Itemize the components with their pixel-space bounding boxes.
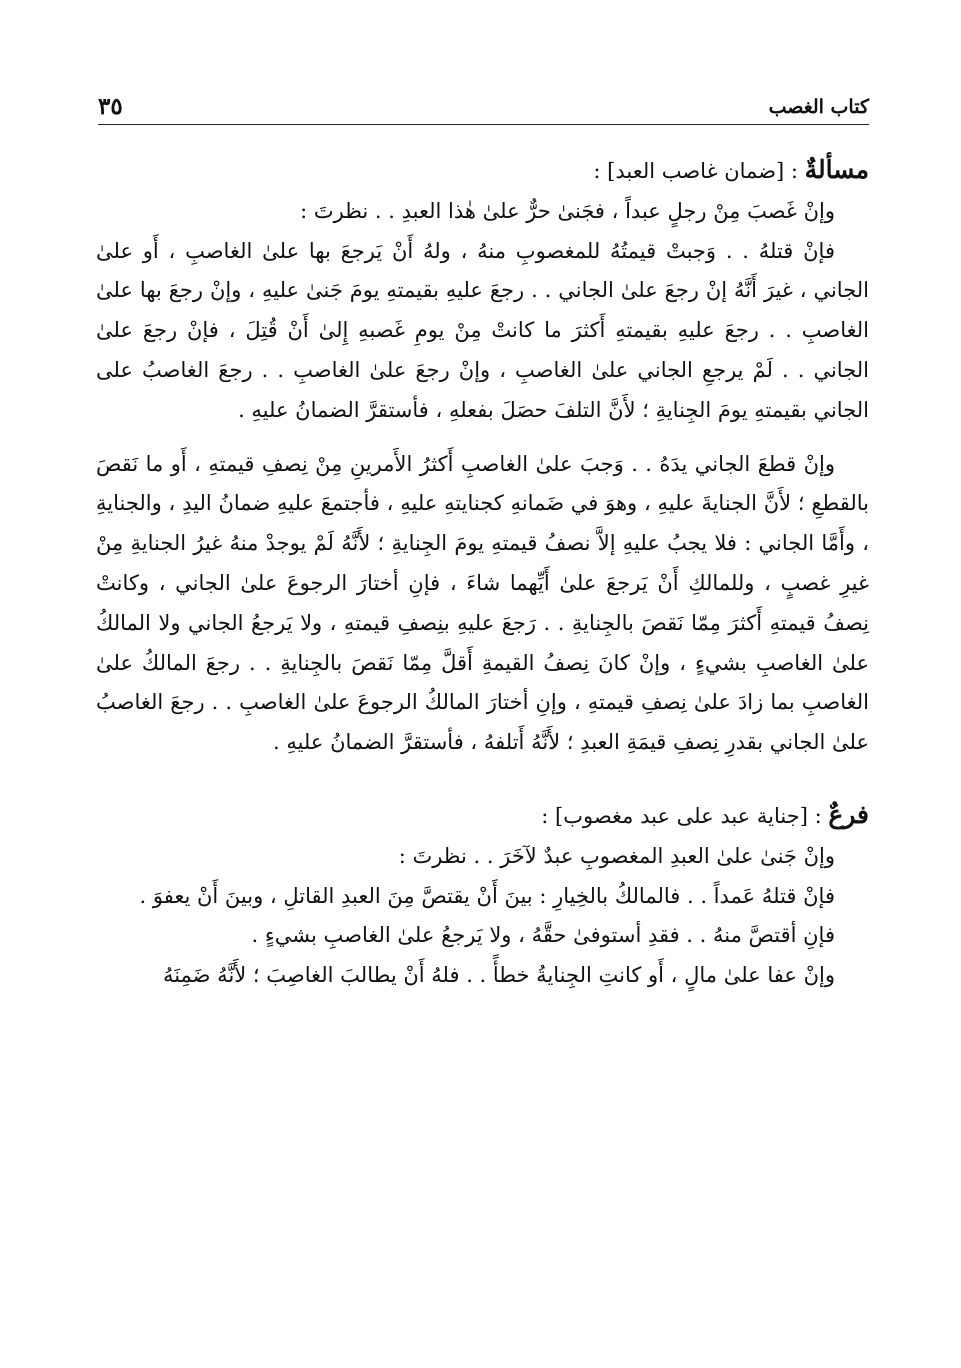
section-heading-masala: [96, 150, 869, 192]
paragraph: فإنْ قتلهُ . . وَجبتْ قيمتُهُ للمغصوبِ منهُ ، ولهُ أَنْ يَرجعَ بها علىٰ الغاصبِ ، أَو علىٰ الجاني ، غيرَ أَنَّهُ إنْ رجعَ علىٰ الجاني . . رجعَ عليهِ بقيمتهِ يومَ جَنىٰ عليهِ ، وإنْ رجعَ بها علىٰ الغاصبِ . . رجعَ عليهِ بقيمتهِ أَكثرَ ما كانتْ مِنْ يومِ غَصبهِ إِلىٰ أَنْ قُتِلَ ، فإنْ رجعَ علىٰ الجاني . . لَمْ يرجعِ الجاني علىٰ الغاصبِ ، وإنْ رجعَ علىٰ الغاصبِ . . رجعَ الغاصبُ على الجاني بقيمتهِ يومَ الجِنايةِ ؛ لأَنَّ التلفَ حصَلَ بفعلهِ ، فأستقرَّ الضمانُ عليهِ .: [96, 238, 869, 422]
paragraph: فإنْ قتلهُ عَمداً . . فالمالكُ بالخِيارِ : بينَ أَنْ يقتصَّ مِنَ العبدِ القاتلِ ، وبينَ أَنْ يعفوَ .: [139, 883, 835, 908]
section-heading-far: [96, 795, 869, 837]
paragraph: وإنْ قطعَ الجاني يدَهُ . . وَجبَ علىٰ الغاصبِ أَكثرُ الأَمرينِ مِنْ نِصفِ قيمتهِ ، أَو ما نَقصَ بالقطعِ ؛ لأَنَّ الجنايةَ عليهِ ، وهوَ في ضَمانهِ كجنايتهِ عليهِ ، فأجتمعَ عليهِ ضمانُ اليدِ ، والجنايةِ ، وأَمَّا الجاني : فلا يجبُ عليهِ إلاَّ نصفُ قيمتهِ يومَ الجِنايةِ ؛ لأَنَّهُ لَمْ يوجدْ منهُ غيرُ الجنايةِ مِنْ غيرِ غصبٍ ، وللمالكِ أَنْ يَرجعَ علىٰ أَيِّهما شاءَ ، فإنِ أختارَ الرجوعَ علىٰ الجاني ، وكانتْ نِصفُ قيمتهِ أَكثرَ مِمّا نَقصَ بالجِنايةِ . . رَجعَ عليهِ بنِصفِ قيمتهِ ، ولا يَرجعُ الجاني ولا المالكُ علىٰ الغاصبِ بشيءٍ ، وإنْ كانَ نِصفُ القيمةِ أَقلَّ مِمّا نَقصَ بالجِنايةِ . . رجعَ المالكُ علىٰ الغاصبِ بما زادَ علىٰ نِصفِ قيمتهِ ، وإنِ أختارَ المالكُ الرجوعَ علىٰ الغاصبِ . . رجعَ الغاصبُ علىٰ الجاني بقدرِ نِصفِ قيمَةِ العبدِ ؛ لأَنَّهُ أَتلفهُ ، فأستقرَّ الضمانُ عليهِ .: [96, 451, 869, 755]
far-label: فرعٌ: [828, 799, 869, 829]
page-header: [98, 86, 869, 125]
page-number: ٣٥: [98, 93, 123, 120]
paragraph: فإنِ أقتصَّ منهُ . . فقدِ أستوفىٰ حقَّهُ ، ولا يَرجعُ علىٰ الغاصبِ بشيءٍ .: [251, 923, 835, 948]
far-title: : [جناية عبد على عبد مغصوب] :: [541, 803, 829, 828]
paragraph: وإنْ عفا علىٰ مالٍ ، أَو كانتِ الجِنايةُ خطأً . . فلهُ أَنْ يطالبَ الغاصِبَ ؛ لأَنَّهُ ضَمِنَهُ: [162, 963, 835, 988]
paragraph: وإنْ غَصبَ مِنْ رجلٍ عبداً ، فجَنىٰ حرٌّ علىٰ هٰذا العبدِ . . نظرتَ :: [300, 198, 835, 223]
page-body: [96, 150, 869, 996]
masala-title: : [ضمان غاصب العبد] :: [593, 159, 805, 183]
book-title: كتاب الغصب: [768, 96, 869, 118]
masala-label: مسألةٌ: [804, 155, 869, 184]
paragraph: وإنْ جَنىٰ علىٰ العبدِ المغصوبِ عبدٌ لآخَرَ . . نظرتَ :: [398, 843, 835, 868]
